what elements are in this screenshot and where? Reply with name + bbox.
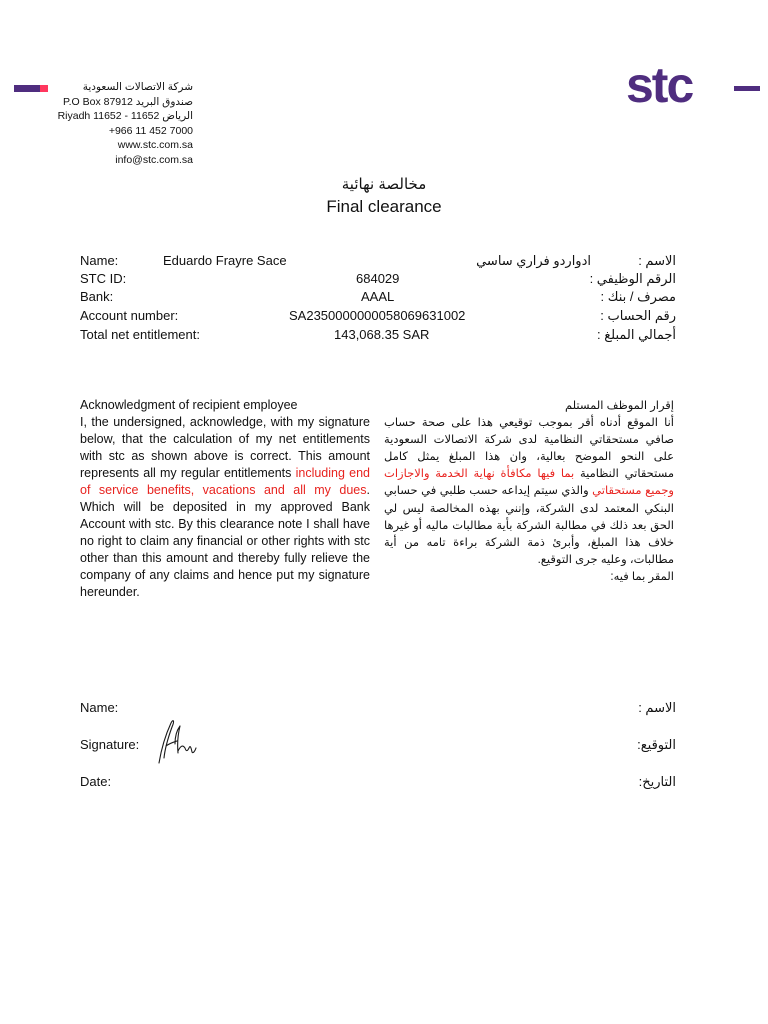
address-line-phone: +966 11 452 7000 <box>108 124 193 137</box>
value-name-arabic: ادواردو فراري ساسي <box>476 253 591 268</box>
sig-label-signature: Signature: <box>80 737 140 752</box>
label-total-entitlement: Total net entitlement: <box>80 327 200 342</box>
label-account-number-arabic: رقم الحساب : <box>600 308 676 323</box>
label-bank-arabic: مصرف / بنك : <box>600 289 676 304</box>
acknowledgment-arabic <box>384 398 674 586</box>
logo-wordmark: stc <box>626 58 693 108</box>
detail-row-account-number <box>80 308 676 327</box>
acknowledgment-body-arabic-part1: أنا الموقع أدناه أقر بموجب توقيعي هذا على صحة حساب صافي مستحقاتي النظامية لدى شركة الاتصالات السعودية على النحو الموضح بعالية، وان هذا المبلغ يمثل كامل مستحقاتي النظامية <box>384 417 674 481</box>
label-name: Name: <box>80 253 119 268</box>
label-name-arabic: الاسم : <box>638 253 676 268</box>
acknowledgment-heading-arabic: إقرار الموظف المستلم <box>564 400 674 412</box>
address-line-pobox: P.O Box 87912 صندوق البريد <box>62 95 193 108</box>
handwritten-signature <box>150 718 200 773</box>
address-line-email: info@stc.com.sa <box>115 153 193 166</box>
acknowledgment-highlight: including end of service benefits, vacations and all my dues <box>80 466 371 497</box>
label-stc-id: STC ID: <box>80 271 127 286</box>
detail-row-stc-id <box>80 271 676 290</box>
sig-label-date: Date: <box>80 774 112 789</box>
acknowledgment-body-part2: . Which will be deposited in my approved Bank Account with stc. By this clearance note I shall have no right to claim any financial or other rights with stc other than this amount and thereby fully relieve the company of any claims and hence put my signature hereunder. <box>80 483 370 599</box>
acknowledgment-english <box>80 397 370 601</box>
acknowledgment-body-part1: I, the undersigned, acknowledge, with my signature below, that the calculation of my net entitlements with stc as shown above is correct. This amount represents all my regular entitlements <box>80 415 370 480</box>
accent-bar-purple <box>14 85 40 92</box>
detail-row-total-entitlement <box>80 327 676 346</box>
sig-label-signature-arabic: التوقيع: <box>637 737 676 752</box>
page-title: Final clearance <box>326 197 442 216</box>
sig-label-date-arabic: التاريخ: <box>638 774 676 789</box>
value-account-number: SA2350000000058069631002 <box>289 308 466 323</box>
sig-label-name: Name: <box>80 700 119 715</box>
address-line-website: www.stc.com.sa <box>117 139 193 152</box>
acknowledgment-body <box>80 414 370 601</box>
sig-label-name-arabic: الاسم : <box>638 700 676 715</box>
signature-row-name <box>80 700 676 720</box>
acknowledgment-closing-arabic: المقر بما فيه: <box>610 570 674 583</box>
label-stc-id-arabic: الرقم الوظيفي : <box>589 271 676 286</box>
value-total-entitlement: 143,068.35 SAR <box>334 327 430 342</box>
detail-row-bank <box>80 289 676 308</box>
acknowledgment-body-arabic-part2: والذي سيتم إيداعه حسب طلبي في حسابي البنكي المعتمد لدى الشركة، وإنني بهذه المخالصة ليس لي الحق بعد ذلك في مطالبة الشركة بأية مطالبات ماليه أو غيرها خلاف هذا المبلغ، وأبرئ ذمة الشركة براءة تامه من أية مطالبات، وعليه جرى التوقيع. <box>384 485 674 566</box>
logo-dash <box>734 86 760 91</box>
address-line-company-ar: شركة الاتصالات السعودية <box>82 81 193 93</box>
stc-logo <box>626 58 722 113</box>
company-address-block <box>40 80 193 168</box>
value-name: Eduardo Frayre Sace <box>163 253 287 268</box>
signature-row-date <box>80 774 676 794</box>
acknowledgment-heading: Acknowledgment of recipient employee <box>80 398 298 412</box>
label-account-number: Account number: <box>80 308 179 323</box>
address-line-city: Riyadh 11652 - 11652 الرياض <box>57 110 193 123</box>
value-bank: AAAL <box>361 289 395 304</box>
acknowledgment-body-arabic <box>384 415 674 569</box>
detail-row-name <box>80 253 676 272</box>
label-total-entitlement-arabic: أجمالي المبلغ : <box>597 327 676 342</box>
acknowledgment-highlight-arabic: بما فيها مكافأة نهاية الخدمة والاجازات وجميع مستحقاتي <box>384 468 674 498</box>
page-title-arabic: مخالصة نهائية <box>341 176 427 193</box>
label-bank: Bank: <box>80 289 114 304</box>
value-stc-id: 684029 <box>356 271 400 286</box>
